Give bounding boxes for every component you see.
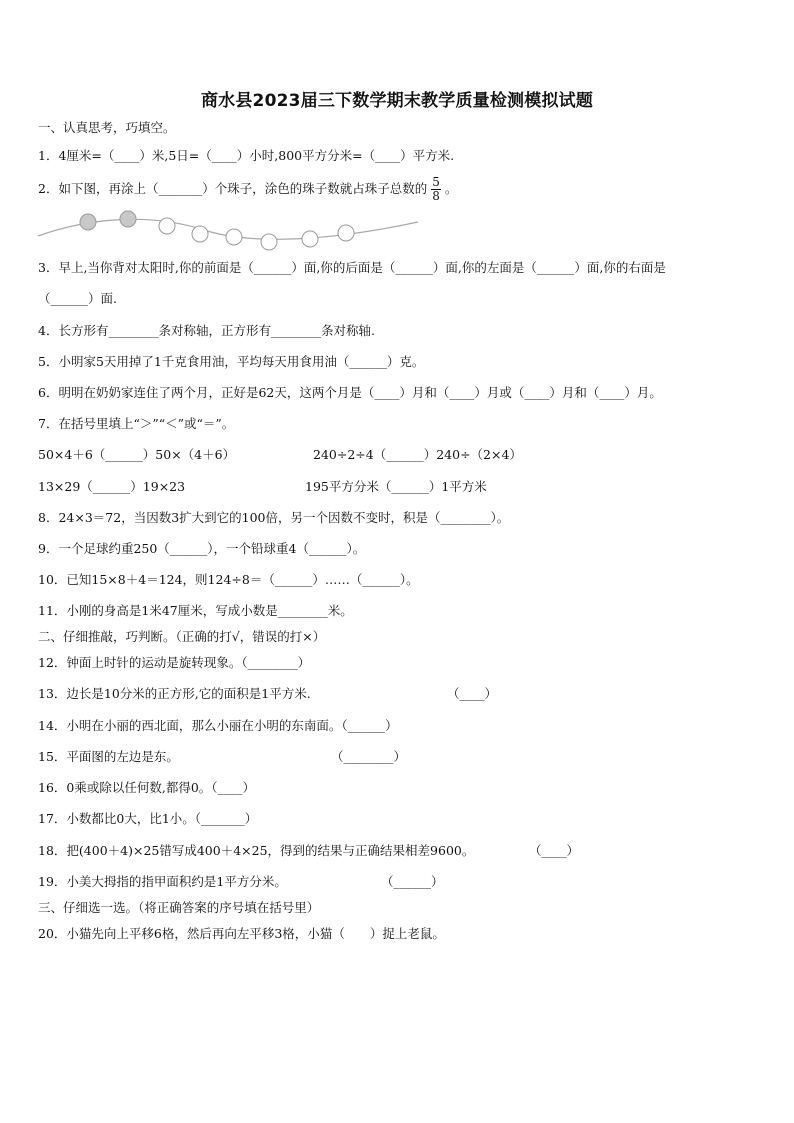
question-7: 7．在括号里填上“＞”“＜”或“＝”。: [38, 416, 235, 431]
question-14: 14．小明在小丽的西北面，那么小丽在小明的东南面。（______）: [38, 718, 398, 733]
question-1: 1．4厘米=（____）米,5日=（____）小时,800平方分米=（____）平方米.: [38, 148, 455, 163]
question-7-item-b2: 195平方分米（______）1平方米: [305, 479, 487, 494]
bead-empty: [302, 231, 318, 247]
fraction-numerator: 5: [432, 175, 440, 189]
bead-empty: [192, 226, 208, 242]
fraction-denominator: 8: [432, 189, 440, 203]
question-3: 3．早上,当你背对太阳时,你的前面是（______）面,你的后面是（______）面,你的左面是（______）面,你的右面是: [38, 260, 666, 275]
question-2-end: 。: [444, 181, 458, 196]
question-9: 9．一个足球约重250（______），一个铅球重4（______）。: [38, 541, 366, 556]
question-19-answer: （______）: [381, 874, 444, 889]
question-2-text: 2．如下图，再涂上（_______）个珠子，涂色的珠子数就占珠子总数的: [38, 181, 428, 196]
question-6: 6．明明在奶奶家连住了两个月，正好是62天，这两个月是（____）月和（____）月或（____）月和（____）月。: [38, 385, 662, 400]
bead-shaded: [80, 214, 96, 230]
question-16: 16．0乘或除以任何数,都得0。（____）: [38, 780, 256, 795]
bead-empty: [338, 225, 354, 241]
question-20: 20．小猫先向上平移6格，然后再向左平移3格，小猫（ ）捉上老鼠。: [38, 926, 445, 941]
question-19: 19．小美大拇指的指甲面积约是1平方分米。: [38, 874, 287, 889]
section-2-heading: 二、仔细推敲，巧判断。（正确的打√，错误的打×）: [38, 629, 326, 644]
question-13: 13．边长是10分米的正方形,它的面积是1平方米.: [38, 686, 311, 701]
question-13-answer: （____）: [447, 686, 498, 701]
question-4: 4．长方形有________条对称轴，正方形有________条对称轴.: [38, 323, 375, 338]
bead-shaded: [120, 211, 136, 227]
section-1-heading: 一、认真思考，巧填空。: [38, 120, 176, 135]
question-17: 17．小数都比0大，比1小。（_______）: [38, 811, 258, 826]
question-18-answer: （____）: [529, 843, 580, 858]
bead-empty: [159, 218, 175, 234]
question-15-answer: （________）: [331, 749, 407, 764]
section-3-heading: 三、仔细选一选。（将正确答案的序号填在括号里）: [38, 900, 320, 915]
question-2: [38, 176, 457, 203]
question-12: 12．钟面上时针的运动是旋转现象。（________）: [38, 655, 311, 670]
question-7-item-b1: 13×29（______）19×23: [38, 479, 186, 494]
page-title: 商水县2023届三下数学期末教学质量检测模拟试题: [200, 91, 594, 111]
question-7-item-a2: 240÷2÷4（______）240÷（2×4）: [313, 447, 522, 462]
question-11: 11．小刚的身高是1米47厘米，写成小数是________米。: [38, 603, 353, 618]
question-8: 8．24×3＝72，当因数3扩大到它的100倍，另一个因数不变时，积是（________）。: [38, 510, 510, 525]
question-18: 18．把(400＋4)×25错写成400＋4×25，得到的结果与正确结果相差9600。: [38, 843, 475, 858]
beads-figure: [34, 206, 424, 252]
bead-empty: [261, 234, 277, 250]
fraction: [431, 176, 441, 203]
bead-empty: [226, 229, 242, 245]
question-5: 5．小明家5天用掉了1千克食用油，平均每天用食用油（______）克。: [38, 354, 425, 369]
question-3-continued: （______）面.: [38, 291, 117, 306]
question-15: 15．平面图的左边是东。: [38, 749, 179, 764]
question-10: 10．已知15×8＋4＝124，则124÷8＝（______）……（______）。: [38, 572, 419, 587]
question-7-item-a1: 50×4＋6（______）50×（4＋6）: [38, 447, 236, 462]
